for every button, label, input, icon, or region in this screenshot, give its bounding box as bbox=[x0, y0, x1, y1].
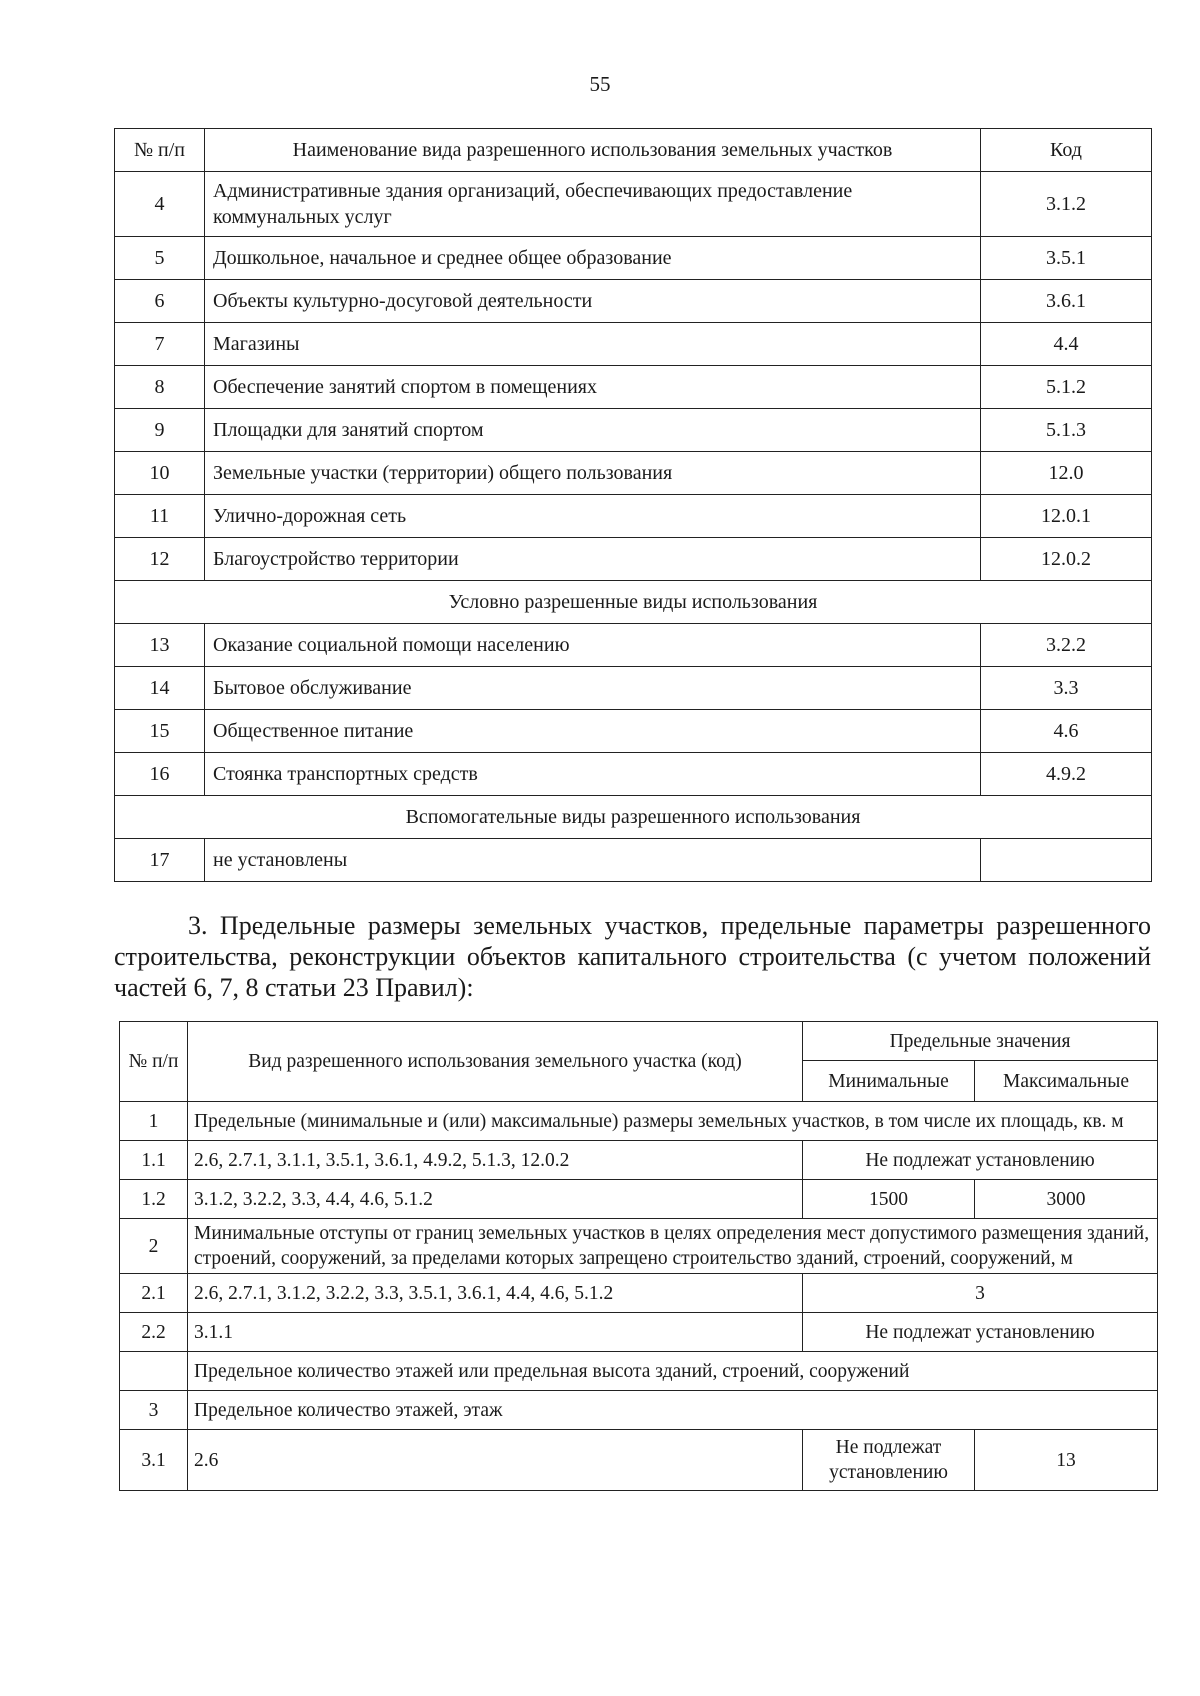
row-num: 7 bbox=[115, 323, 205, 366]
row-name: Объекты культурно-досуговой деятельности bbox=[205, 280, 981, 323]
row-text: Предельное количество этажей или предельная высота зданий, строений, сооружений bbox=[188, 1352, 1158, 1391]
row-name: Обеспечение занятий спортом в помещениях bbox=[205, 366, 981, 409]
page-number: 55 bbox=[589, 72, 611, 96]
table-row bbox=[115, 280, 1152, 323]
params-header-type: Вид разрешенного использования земельного участка (код) bbox=[188, 1022, 803, 1102]
row-code: 4.6 bbox=[981, 710, 1152, 753]
row-code: 5.1.3 bbox=[981, 409, 1152, 452]
params-header-num: № п/п bbox=[120, 1022, 188, 1102]
row-code bbox=[981, 839, 1152, 882]
row-codes: 2.6 bbox=[188, 1430, 803, 1491]
row-num: 3.1 bbox=[120, 1430, 188, 1491]
row-code: 4.4 bbox=[981, 323, 1152, 366]
row-text: Минимальные отступы от границ земельных участков в целях определения мест допустимого размещения зданий, строений, сооружений, за пределами которых запрещено строительство зданий, строений, сооружений, м bbox=[188, 1219, 1158, 1274]
row-value: 3 bbox=[803, 1274, 1158, 1313]
row-num: 14 bbox=[115, 667, 205, 710]
row-codes: 2.6, 2.7.1, 3.1.2, 3.2.2, 3.3, 3.5.1, 3.6.1, 4.4, 4.6, 5.1.2 bbox=[188, 1274, 803, 1313]
row-code: 4.9.2 bbox=[981, 753, 1152, 796]
row-codes: 2.6, 2.7.1, 3.1.1, 3.5.1, 3.6.1, 4.9.2, 5.1.3, 12.0.2 bbox=[188, 1141, 803, 1180]
row-num: 5 bbox=[115, 237, 205, 280]
params-header-limits: Предельные значения bbox=[803, 1022, 1158, 1061]
row-num: 8 bbox=[115, 366, 205, 409]
table-row bbox=[115, 409, 1152, 452]
table-row bbox=[115, 172, 1152, 237]
table-row bbox=[115, 753, 1152, 796]
table-row bbox=[120, 1141, 1158, 1180]
row-num: 2.1 bbox=[120, 1274, 188, 1313]
row-name: Магазины bbox=[205, 323, 981, 366]
table-row bbox=[115, 624, 1152, 667]
table-row bbox=[115, 538, 1152, 581]
table-row bbox=[115, 323, 1152, 366]
row-num: 6 bbox=[115, 280, 205, 323]
row-name: Административные здания организаций, обеспечивающих предоставление коммунальных услуг bbox=[205, 172, 981, 237]
table-row bbox=[115, 366, 1152, 409]
row-num: 1.1 bbox=[120, 1141, 188, 1180]
row-codes: 3.1.2, 3.2.2, 3.3, 4.4, 4.6, 5.1.2 bbox=[188, 1180, 803, 1219]
row-max: 13 bbox=[975, 1430, 1158, 1491]
row-code: 3.5.1 bbox=[981, 237, 1152, 280]
row-num: 13 bbox=[115, 624, 205, 667]
row-num: 10 bbox=[115, 452, 205, 495]
header-code: Код bbox=[981, 129, 1152, 172]
row-name: Бытовое обслуживание bbox=[205, 667, 981, 710]
row-num: 3 bbox=[120, 1391, 188, 1430]
row-code: 3.3 bbox=[981, 667, 1152, 710]
row-value: Не подлежат установлению bbox=[803, 1141, 1158, 1180]
section-conditional-label: Условно разрешенные виды использования bbox=[115, 581, 1152, 624]
table-row bbox=[120, 1313, 1158, 1352]
table-row bbox=[120, 1391, 1158, 1430]
row-text: Предельное количество этажей, этаж bbox=[188, 1391, 1158, 1430]
row-name: Площадки для занятий спортом bbox=[205, 409, 981, 452]
row-num: 11 bbox=[115, 495, 205, 538]
row-name: Земельные участки (территории) общего пользования bbox=[205, 452, 981, 495]
row-code: 5.1.2 bbox=[981, 366, 1152, 409]
params-header-row-1 bbox=[120, 1022, 1158, 1061]
section-auxiliary bbox=[115, 796, 1152, 839]
table-row bbox=[120, 1180, 1158, 1219]
table-row bbox=[120, 1102, 1158, 1141]
header-num: № п/п bbox=[115, 129, 205, 172]
row-code: 12.0 bbox=[981, 452, 1152, 495]
row-num: 4 bbox=[115, 172, 205, 237]
row-value: Не подлежат установлению bbox=[803, 1313, 1158, 1352]
row-max: 3000 bbox=[975, 1180, 1158, 1219]
params-header-min: Минимальные bbox=[803, 1061, 975, 1102]
section-3-paragraph: 3. Предельные размеры земельных участков, предельные параметры разрешенного строительства, реконструкции объектов капитального строительства (с учетом положений частей 6, 7, 8 статьи 23 Правил): bbox=[114, 911, 1151, 1002]
row-code: 3.6.1 bbox=[981, 280, 1152, 323]
row-min: Не подлежат установлению bbox=[803, 1430, 975, 1491]
section-conditional bbox=[115, 581, 1152, 624]
table-row bbox=[120, 1274, 1158, 1313]
row-num: 2.2 bbox=[120, 1313, 188, 1352]
permitted-uses-table bbox=[114, 128, 1152, 882]
row-code: 3.2.2 bbox=[981, 624, 1152, 667]
row-text: Предельные (минимальные и (или) максимальные) размеры земельных участков, в том числе их площадь, кв. м bbox=[188, 1102, 1158, 1141]
table-row bbox=[115, 710, 1152, 753]
row-name: Дошкольное, начальное и среднее общее образование bbox=[205, 237, 981, 280]
row-name: не установлены bbox=[205, 839, 981, 882]
table-row bbox=[115, 495, 1152, 538]
row-name: Благоустройство территории bbox=[205, 538, 981, 581]
row-code: 12.0.1 bbox=[981, 495, 1152, 538]
table-row bbox=[120, 1219, 1158, 1274]
row-num: 2 bbox=[120, 1219, 188, 1274]
row-name: Улично-дорожная сеть bbox=[205, 495, 981, 538]
row-num: 1 bbox=[120, 1102, 188, 1141]
table-row bbox=[120, 1352, 1158, 1391]
row-num: 15 bbox=[115, 710, 205, 753]
row-name: Стоянка транспортных средств bbox=[205, 753, 981, 796]
table-header-row bbox=[115, 129, 1152, 172]
table-row bbox=[115, 839, 1152, 882]
row-name: Оказание социальной помощи населению bbox=[205, 624, 981, 667]
header-name: Наименование вида разрешенного использования земельных участков bbox=[205, 129, 981, 172]
table-row bbox=[120, 1430, 1158, 1491]
row-num: 17 bbox=[115, 839, 205, 882]
row-num: 1.2 bbox=[120, 1180, 188, 1219]
section-auxiliary-label: Вспомогательные виды разрешенного использования bbox=[115, 796, 1152, 839]
row-num: 12 bbox=[115, 538, 205, 581]
table-row bbox=[115, 452, 1152, 495]
parameters-table bbox=[119, 1021, 1158, 1491]
params-header-max: Максимальные bbox=[975, 1061, 1158, 1102]
row-codes: 3.1.1 bbox=[188, 1313, 803, 1352]
row-code: 3.1.2 bbox=[981, 172, 1152, 237]
table-row bbox=[115, 237, 1152, 280]
row-num-empty bbox=[120, 1352, 188, 1391]
row-num: 9 bbox=[115, 409, 205, 452]
row-name: Общественное питание bbox=[205, 710, 981, 753]
row-code: 12.0.2 bbox=[981, 538, 1152, 581]
row-min: 1500 bbox=[803, 1180, 975, 1219]
table-row bbox=[115, 667, 1152, 710]
row-num: 16 bbox=[115, 753, 205, 796]
